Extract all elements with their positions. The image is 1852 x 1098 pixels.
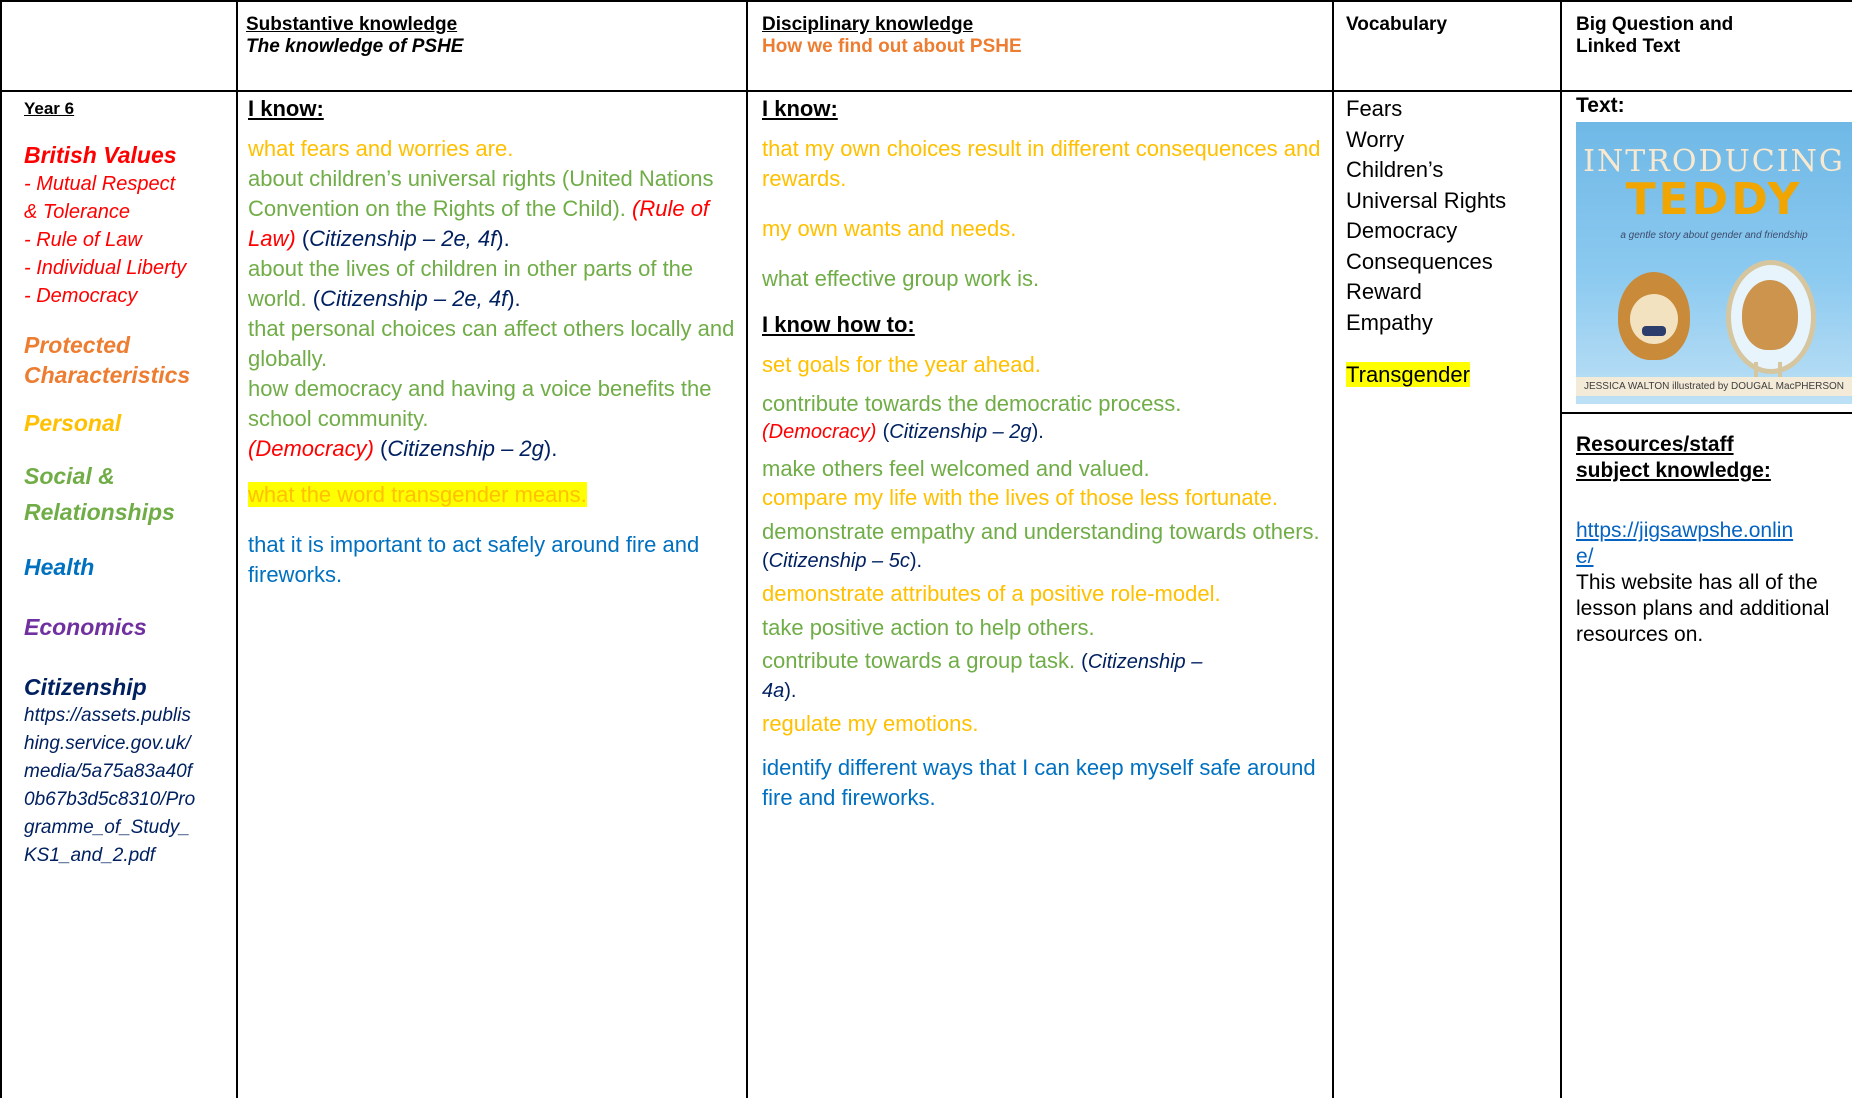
substantive-subtitle: The knowledge of PSHE bbox=[246, 36, 464, 57]
substantive-item: how democracy and having a voice benefits the school community. (Democracy) (Citizenship – 2g). bbox=[248, 376, 712, 461]
grid-line bbox=[0, 90, 1852, 92]
big-question-header bbox=[1576, 14, 1846, 58]
vocab-word: Universal Rights bbox=[1346, 187, 1507, 213]
resources-section bbox=[1576, 432, 1848, 648]
disciplinary-item: that my own choices result in different consequences and rewards. bbox=[762, 136, 1321, 191]
year-label: Year 6 bbox=[24, 99, 75, 118]
disciplinary-item: set goals for the year ahead. bbox=[762, 352, 1041, 377]
resources-note: This website has all of the lesson plans and additional resources on. bbox=[1576, 571, 1830, 646]
disciplinary-item: contribute towards the democratic process. (Democracy) (Citizenship – 2g). bbox=[762, 391, 1182, 443]
vocab-word-highlight: Transgender bbox=[1346, 362, 1470, 387]
citizenship-url-line: 0b67b3d5c8310/Pro bbox=[24, 789, 196, 810]
substantive-header bbox=[246, 14, 736, 58]
bear-reflection-icon bbox=[1742, 280, 1798, 350]
grid-line bbox=[1560, 0, 1562, 1098]
vocabulary-column bbox=[1346, 94, 1556, 391]
grid-line bbox=[0, 0, 1852, 2]
big-question-line2: Linked Text bbox=[1576, 36, 1681, 57]
british-value-item: - Mutual Respect bbox=[24, 173, 176, 195]
item-text: demonstrate empathy and understanding towards others. bbox=[762, 519, 1320, 544]
book-title-line1: INTRODUCING bbox=[1583, 144, 1845, 179]
substantive-item: that personal choices can affect others locally and globally. bbox=[248, 316, 735, 371]
disciplinary-item: my own wants and needs. bbox=[762, 216, 1017, 241]
citizenship-label: Citizenship bbox=[24, 674, 147, 700]
economics-label: Economics bbox=[24, 614, 147, 640]
jigsaw-link-line2[interactable]: e/ bbox=[1576, 545, 1594, 568]
big-question-line1: Big Question and bbox=[1576, 14, 1734, 35]
democracy-tag: (Democracy) bbox=[762, 421, 877, 443]
grid-line bbox=[1332, 0, 1334, 1098]
book-subtitle: a gentle story about gender and friendship bbox=[1620, 230, 1808, 241]
protected-line1: Protected bbox=[24, 332, 131, 358]
social-line1: Social & bbox=[24, 463, 115, 489]
citizenship-ref: Citizenship – 2g bbox=[889, 421, 1032, 443]
vocabulary-header: Vocabulary bbox=[1346, 14, 1448, 35]
disciplinary-item: contribute towards a group task. (Citizenship – 4a). bbox=[762, 648, 1203, 702]
social-relationships-label bbox=[24, 458, 234, 530]
i-know-how-heading: I know how to: bbox=[762, 312, 915, 337]
resources-heading-line2: subject knowledge: bbox=[1576, 459, 1771, 482]
citizenship-ref: Citizenship – bbox=[1087, 651, 1203, 673]
vocab-word: Empathy bbox=[1346, 309, 1433, 335]
item-text: about children’s universal rights (United Nations Convention on the Rights of the Child). bbox=[248, 166, 714, 221]
citizenship-url-line: media/5a75a83a40f bbox=[24, 761, 192, 782]
disciplinary-header bbox=[762, 14, 1322, 58]
grid-line bbox=[1560, 412, 1852, 414]
british-value-item: - Rule of Law bbox=[24, 229, 142, 251]
substantive-item: about the lives of children in other parts of the world. (Citizenship – 2e, 4f). bbox=[248, 256, 694, 311]
citizenship-ref: Citizenship – 2e, 4f bbox=[309, 226, 497, 251]
bowtie-icon bbox=[1642, 326, 1666, 336]
british-value-item: - Democracy bbox=[24, 285, 138, 307]
democracy-tag: (Democracy) bbox=[248, 436, 374, 461]
book-title-line2: TEDDY bbox=[1625, 174, 1803, 225]
disciplinary-subtitle: How we find out about PSHE bbox=[762, 36, 1022, 57]
item-text: how democracy and having a voice benefits the school community. bbox=[248, 376, 712, 431]
grid-line bbox=[0, 0, 2, 1098]
disciplinary-item: make others feel welcomed and valued. bbox=[762, 456, 1150, 481]
vocab-word: Worry bbox=[1346, 126, 1405, 152]
disciplinary-title: Disciplinary knowledge bbox=[762, 14, 974, 35]
substantive-item-highlight: what the word transgender means. bbox=[248, 482, 587, 507]
citizenship-ref: 4a bbox=[762, 680, 785, 702]
rule-of-law-tag: (Rule of Law) bbox=[248, 196, 710, 251]
protected-line2: Characteristics bbox=[24, 362, 191, 388]
disciplinary-item: demonstrate attributes of a positive role-model. bbox=[762, 581, 1221, 606]
i-know-heading: I know: bbox=[248, 96, 324, 121]
vocab-word: Children’s bbox=[1346, 157, 1444, 182]
protected-characteristics-label bbox=[24, 330, 234, 390]
grid-line bbox=[236, 0, 238, 1098]
substantive-item: that it is important to act safely around fire and fireworks. bbox=[248, 532, 700, 587]
citizenship-ref: Citizenship – 5c bbox=[768, 550, 910, 572]
bear-belly-icon bbox=[1630, 294, 1678, 344]
british-value-item: & Tolerance bbox=[24, 201, 130, 223]
citizenship-url-line: https://assets.publis bbox=[24, 705, 191, 726]
social-line2: Relationships bbox=[24, 499, 175, 525]
british-values-label: British Values bbox=[24, 142, 177, 168]
disciplinary-item: take positive action to help others. bbox=[762, 615, 1095, 640]
citizenship-ref: Citizenship – 2g bbox=[387, 436, 544, 461]
disciplinary-item: what effective group work is. bbox=[762, 266, 1040, 291]
grid-line bbox=[746, 0, 748, 1098]
substantive-item: what fears and worries are. bbox=[248, 136, 514, 161]
substantive-column bbox=[248, 96, 738, 590]
british-values-list bbox=[24, 170, 234, 310]
citizenship-url[interactable] bbox=[24, 702, 234, 870]
book-cover-image bbox=[1576, 122, 1852, 404]
text-label-wrap bbox=[1576, 94, 1846, 118]
jigsaw-link[interactable] bbox=[1576, 518, 1848, 570]
vocab-word: Consequences bbox=[1346, 248, 1493, 274]
disciplinary-item: identify different ways that I can keep myself safe around fire and fireworks. bbox=[762, 755, 1316, 810]
i-know-heading: I know: bbox=[762, 96, 838, 121]
book-authors: JESSICA WALTON illustrated by DOUGAL MacPHERSON bbox=[1576, 377, 1852, 396]
sidebar bbox=[24, 98, 234, 870]
substantive-item: about children’s universal rights (United Nations Convention on the Rights of the Child). (Rule of Law) (Citizenship – 2e, 4f). bbox=[248, 166, 714, 251]
jigsaw-link-line1[interactable]: https://jigsawpshe.onlin bbox=[1576, 519, 1794, 542]
disciplinary-column bbox=[762, 96, 1324, 813]
citizenship-url-line: KS1_and_2.pdf bbox=[24, 845, 156, 866]
personal-label: Personal bbox=[24, 410, 122, 436]
item-text: contribute towards a group task. bbox=[762, 648, 1082, 673]
vocab-word: Democracy bbox=[1346, 218, 1458, 243]
citizenship-ref: Citizenship – 2e, 4f bbox=[320, 286, 508, 311]
british-value-item: - Individual Liberty bbox=[24, 257, 187, 279]
disciplinary-item: demonstrate empathy and understanding towards others. (Citizenship – 5c). bbox=[762, 519, 1320, 572]
vocab-word: Reward bbox=[1346, 279, 1422, 304]
resources-heading bbox=[1576, 432, 1848, 484]
substantive-title: Substantive knowledge bbox=[246, 14, 458, 35]
item-text: contribute towards the democratic process. bbox=[762, 391, 1182, 416]
text-label: Text: bbox=[1576, 94, 1625, 117]
item-text: about the lives of children in other parts of the world. bbox=[248, 256, 694, 311]
citizenship-url-line: hing.service.gov.uk/ bbox=[24, 733, 191, 754]
vocab-word: Fears bbox=[1346, 96, 1403, 121]
health-label: Health bbox=[24, 554, 95, 580]
resources-heading-line1: Resources/staff bbox=[1576, 433, 1734, 456]
citizenship-url-line: gramme_of_Study_ bbox=[24, 817, 190, 838]
disciplinary-item: regulate my emotions. bbox=[762, 711, 979, 736]
disciplinary-item: compare my life with the lives of those less fortunate. bbox=[762, 485, 1279, 510]
